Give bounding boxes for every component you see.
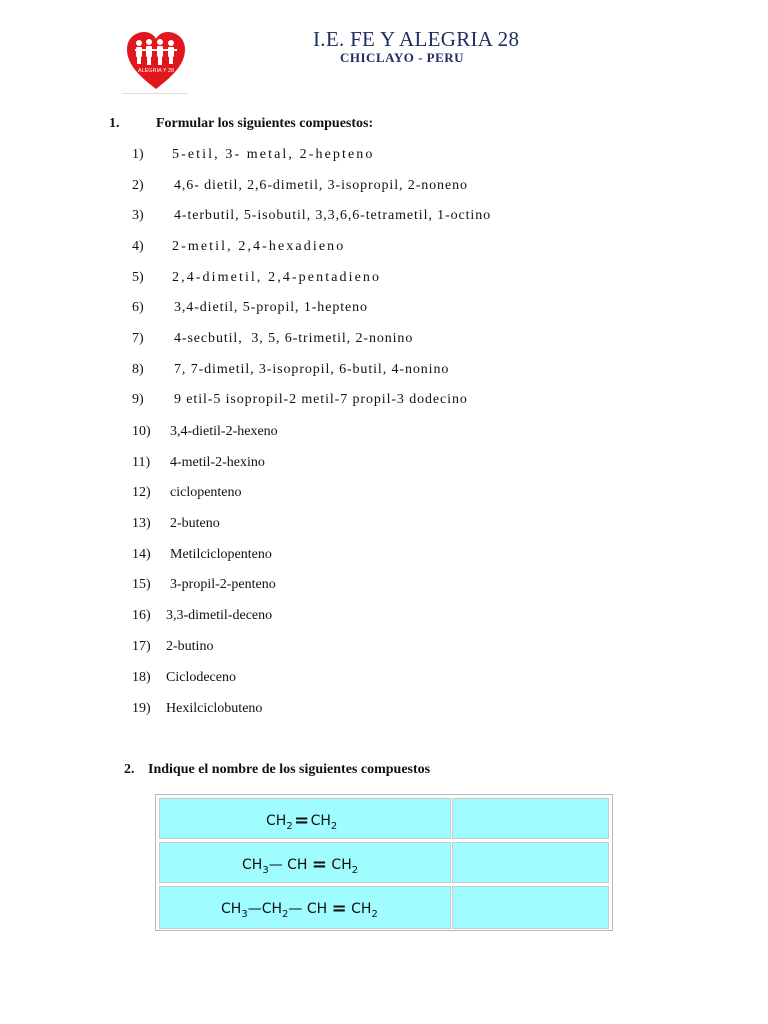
question-1-title: Formular los siguientes compuestos:: [156, 116, 374, 131]
item-number: 14): [132, 547, 151, 562]
item-text: 4-metil-2-hexino: [170, 455, 265, 470]
item-number: 1): [132, 147, 144, 162]
item-number: 19): [132, 701, 151, 716]
item-text: 2-butino: [166, 639, 214, 654]
formula-row-3: $CH_3—CH_2—$ CH = $CH_2$: [221, 898, 378, 920]
item-number: 5): [132, 270, 144, 285]
list-item: [132, 392, 468, 408]
school-city: CHICLAYO - PERU: [340, 50, 465, 65]
formula-table: [155, 794, 613, 931]
answer-cell-3[interactable]: [452, 886, 609, 929]
formula-row-2: $CH_3—$ CH = $CH_2$: [242, 854, 359, 876]
item-text: 2-buteno: [170, 516, 220, 531]
item-number: 16): [132, 608, 151, 623]
answer-cell-1[interactable]: [452, 798, 609, 839]
item-text: ciclopenteno: [170, 485, 242, 500]
item-number: 8): [132, 362, 144, 377]
question-2-number: 2.: [124, 762, 135, 777]
item-number: 10): [132, 424, 151, 439]
list-item: [132, 239, 346, 255]
list-item: [132, 331, 414, 347]
answer-cell-2[interactable]: [452, 842, 609, 883]
item-text: Ciclodeceno: [166, 670, 236, 685]
item-text: 3-propil-2-penteno: [170, 577, 276, 592]
item-number: 18): [132, 670, 151, 685]
item-number: 6): [132, 300, 144, 315]
logo-text: ALEGRIA Y 28: [137, 68, 175, 74]
logo-divider: [122, 93, 188, 94]
formula-cell: [159, 798, 451, 839]
list-item: [132, 300, 368, 316]
item-number: 3): [132, 208, 144, 223]
list-item: [132, 270, 382, 286]
item-text: 3,4-dietil-2-hexeno: [170, 424, 278, 439]
list-item: [132, 147, 375, 163]
question-1-number: 1.: [109, 116, 120, 131]
item-text: 4-terbutil, 5-isobutil, 3,3,6,6-tetrametil, 1-octino: [174, 208, 492, 223]
item-number: 7): [132, 331, 144, 346]
list-item: [132, 608, 273, 624]
item-number: 17): [132, 639, 151, 654]
list-item: [132, 516, 220, 532]
list-item: [132, 208, 492, 224]
list-item: [132, 701, 263, 717]
formula-cell: [159, 886, 451, 929]
item-text: 9 etil-5 isopropil-2 metil-7 propil-3 dodecino: [174, 392, 468, 407]
item-number: 15): [132, 577, 151, 592]
formula-cell: [159, 842, 451, 883]
formula-row-1: $CH_2$ = $CH_2$: [266, 810, 338, 832]
item-text: 5-etil, 3- metal, 2-hepteno: [172, 147, 375, 162]
list-item: [132, 670, 236, 686]
item-number: 11): [132, 455, 151, 470]
list-item: [132, 178, 468, 194]
item-text: 2,4-dimetil, 2,4-pentadieno: [172, 270, 382, 285]
list-item: [132, 639, 214, 655]
item-text: 2-metil, 2,4-hexadieno: [172, 239, 346, 254]
item-text: 7, 7-dimetil, 3-isopropil, 6-butil, 4-nonino: [174, 362, 450, 377]
item-number: 2): [132, 178, 144, 193]
list-item: [132, 577, 276, 593]
question-2-title: Indique el nombre de los siguientes compuestos: [148, 762, 431, 777]
item-text: 3,3-dimetil-deceno: [166, 608, 273, 623]
school-logo: [124, 29, 188, 93]
item-text: 4-secbutil, 3, 5, 6-trimetil, 2-nonino: [174, 331, 414, 346]
list-item: [132, 547, 272, 563]
item-number: 13): [132, 516, 151, 531]
item-number: 9): [132, 392, 144, 407]
item-text: 4,6- dietil, 2,6-dimetil, 3-isopropil, 2-noneno: [174, 178, 468, 193]
list-item: [132, 362, 450, 378]
item-number: 12): [132, 485, 151, 500]
list-item: [132, 485, 242, 501]
item-text: Hexilciclobuteno: [166, 701, 263, 716]
item-number: 4): [132, 239, 144, 254]
school-name: I.E. FE Y ALEGRIA 28: [313, 27, 520, 51]
item-text: Metilciclopenteno: [170, 547, 272, 562]
list-item: [132, 424, 278, 440]
item-text: 3,4-dietil, 5-propil, 1-hepteno: [174, 300, 368, 315]
list-item: [132, 455, 265, 471]
